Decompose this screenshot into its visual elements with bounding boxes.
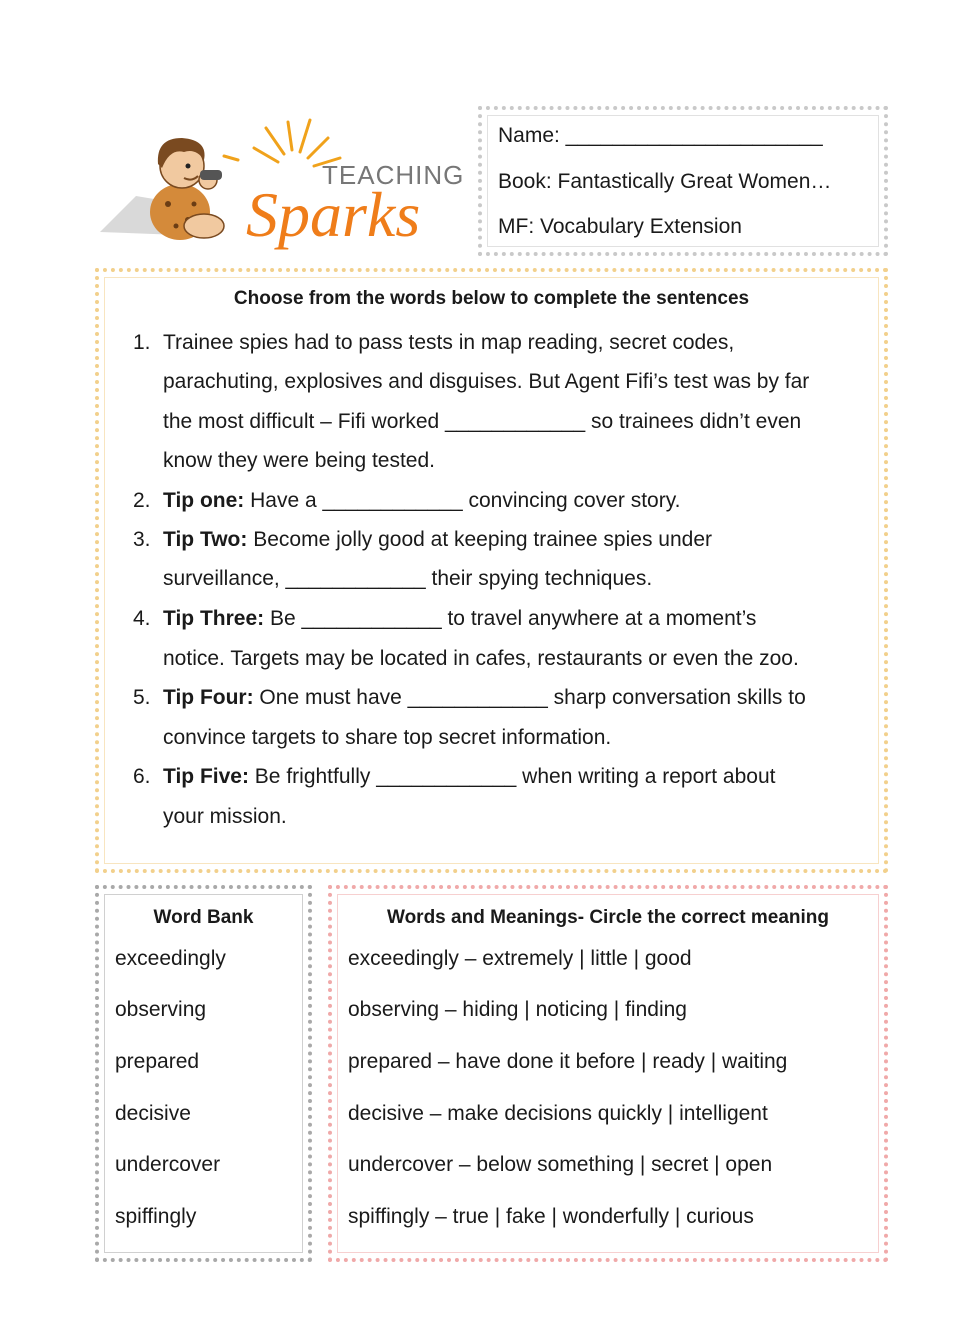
sentence-completion-box xyxy=(95,268,888,873)
book-title: Book: Fantastically Great Women… xyxy=(498,170,832,193)
meaning-item[interactable]: spiffingly – true | fake | wonderfully | curious xyxy=(348,1205,754,1228)
sentence-line: your mission. xyxy=(163,805,287,828)
sentence-line: convince targets to share top secret information. xyxy=(163,726,612,749)
sentence-line: know they were being tested. xyxy=(163,449,435,472)
teaching-sparks-logo xyxy=(96,108,466,258)
tip-label: Tip Four: xyxy=(163,686,254,709)
item-number: 5. xyxy=(133,686,151,709)
sentence-line: notice. Targets may be located in cafes, restaurants or even the zoo. xyxy=(163,647,799,670)
sentence-line: surveillance, ____________ their spying techniques. xyxy=(163,567,653,590)
word-bank-item: spiffingly xyxy=(115,1205,197,1228)
item-number: 2. xyxy=(133,489,151,512)
word-bank-item: prepared xyxy=(115,1050,200,1073)
word-bank-heading: Word Bank xyxy=(153,907,254,928)
student-info-box xyxy=(478,106,888,256)
tip-label: Tip Two: xyxy=(163,528,248,551)
word-bank-item: decisive xyxy=(115,1102,191,1125)
svg-text:Sparks: Sparks xyxy=(246,179,421,250)
sentence-line: Tip Three: Be ____________ to travel anywhere at a moment’s xyxy=(163,607,757,630)
word-bank-item: undercover xyxy=(115,1153,221,1176)
word-bank-item: observing xyxy=(115,998,207,1021)
sentence-line: Tip Four: One must have ____________ sharp conversation skills to xyxy=(163,686,806,709)
meaning-item[interactable]: observing – hiding | noticing | finding xyxy=(348,998,687,1021)
worksheet-type: MF: Vocabulary Extension xyxy=(498,215,742,238)
tip-label: Tip Three: xyxy=(163,607,265,630)
meaning-item[interactable]: prepared – have done it before | ready | waiting xyxy=(348,1050,788,1073)
svg-text:TEACHING: TEACHING xyxy=(322,160,465,190)
item-number: 4. xyxy=(133,607,151,630)
name-field[interactable]: Name: ______________________ xyxy=(498,124,823,147)
word-bank-item: exceedingly xyxy=(115,947,226,970)
word-meanings-box xyxy=(328,885,888,1262)
sentence-line: Tip one: Have a ____________ convincing cover story. xyxy=(163,489,681,512)
meaning-item[interactable]: exceedingly – extremely | little | good xyxy=(348,947,692,970)
sentence-line: the most difficult – Fifi worked ____________ so trainees didn’t even xyxy=(163,410,802,433)
item-number: 3. xyxy=(133,528,151,551)
item-number: 1. xyxy=(133,331,151,354)
word-bank-box xyxy=(95,885,312,1262)
item-number: 6. xyxy=(133,765,151,788)
meaning-item[interactable]: undercover – below something | secret | open xyxy=(348,1153,773,1176)
tip-label: Tip Five: xyxy=(163,765,249,788)
instructions-heading: Choose from the words below to complete the sentences xyxy=(233,288,750,309)
meaning-item[interactable]: decisive – make decisions quickly | intelligent xyxy=(348,1102,768,1125)
sentence-line: parachuting, explosives and disguises. But Agent Fifi’s test was by far xyxy=(163,370,810,393)
sentence-line: Trainee spies had to pass tests in map reading, secret codes, xyxy=(163,331,735,354)
caveman-logo-icon xyxy=(96,108,466,258)
sentence-line: Tip Two: Become jolly good at keeping trainee spies under xyxy=(163,528,712,551)
sentence-line: Tip Five: Be frightfully ____________ when writing a report about xyxy=(163,765,776,788)
meanings-heading: Words and Meanings- Circle the correct meaning xyxy=(386,907,830,928)
tip-label: Tip one: xyxy=(163,489,245,512)
